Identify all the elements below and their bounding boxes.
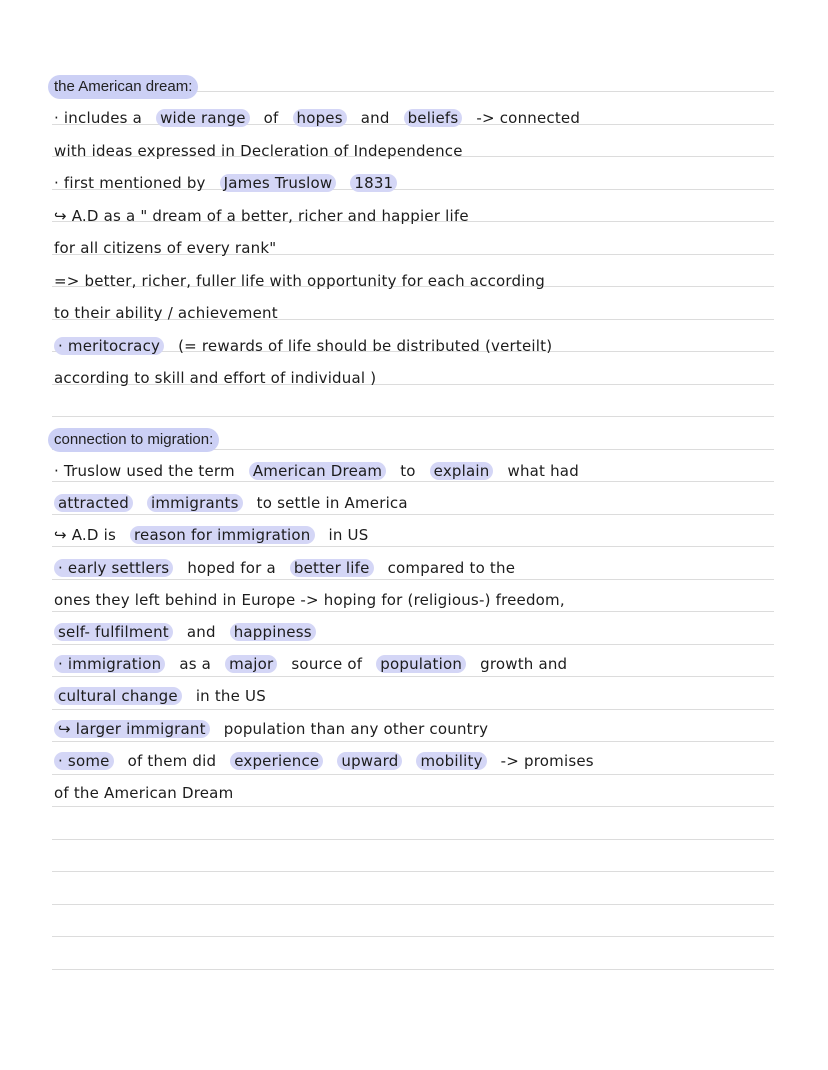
highlighted-phrase: ↪ larger immigrant: [54, 720, 210, 738]
ruled-line: [52, 871, 774, 872]
note-text: to settle in America: [256, 494, 408, 512]
note-text: to: [400, 462, 416, 480]
highlighted-phrase: · immigration: [54, 655, 165, 673]
note-text: to their ability / achievement: [54, 304, 278, 322]
note-line: [54, 234, 290, 262]
highlighted-phrase: · meritocracy: [54, 337, 164, 355]
note-text: => better, richer, fuller life with opportunity for each according: [54, 272, 546, 290]
note-text: of: [263, 109, 279, 127]
note-line: [54, 521, 382, 549]
note-line: [54, 489, 422, 517]
note-line: [54, 267, 559, 295]
highlighted-phrase: cultural change: [54, 687, 182, 705]
highlighted-phrase: immigrants: [147, 494, 243, 512]
highlighted-phrase: population: [376, 655, 466, 673]
note-text: · Truslow used the term: [54, 462, 235, 480]
section-heading-connection-to-migration: connection to migration:: [48, 428, 219, 452]
note-line: [54, 299, 292, 327]
highlighted-phrase: upward: [337, 752, 402, 770]
highlighted-phrase: James Truslow: [220, 174, 337, 192]
note-text: ↪ A.D is: [54, 526, 117, 544]
highlighted-phrase: explain: [430, 462, 494, 480]
ruled-line: [52, 839, 774, 840]
note-text: · first mentioned by: [54, 174, 206, 192]
note-text: in US: [328, 526, 369, 544]
highlighted-phrase: beliefs: [404, 109, 463, 127]
ruled-line: [52, 969, 774, 970]
note-text: of the American Dream: [54, 784, 234, 802]
note-line: [54, 202, 483, 230]
note-text: ones they left behind in Europe -> hoping for (religious-) freedom,: [54, 591, 565, 609]
ruled-line: [52, 936, 774, 937]
highlighted-phrase: mobility: [416, 752, 486, 770]
note-line: [54, 554, 529, 582]
highlighted-phrase: attracted: [54, 494, 133, 512]
highlighted-phrase: · some: [54, 752, 114, 770]
note-line: [54, 137, 477, 165]
note-text: in the US: [195, 687, 266, 705]
note-text: with ideas expressed in Decleration of Independence: [54, 142, 463, 160]
highlighted-phrase: American Dream: [249, 462, 386, 480]
note-text: for all citizens of every rank": [54, 239, 277, 257]
note-text: growth and: [480, 655, 568, 673]
highlighted-phrase: 1831: [350, 174, 397, 192]
note-line: [54, 364, 390, 392]
note-line: [54, 169, 411, 197]
note-line: [54, 586, 579, 614]
note-line: [54, 332, 566, 360]
note-text: compared to the: [387, 559, 516, 577]
note-line: [54, 682, 280, 710]
note-text: population than any other country: [223, 720, 489, 738]
note-text: what had: [507, 462, 579, 480]
note-text: and: [186, 623, 216, 641]
section-heading-american-dream: the American dream:: [48, 75, 198, 99]
note-line: [54, 650, 581, 678]
highlighted-phrase: better life: [290, 559, 374, 577]
ruled-line: [52, 416, 774, 417]
note-text: · includes a: [54, 109, 143, 127]
note-line: [54, 715, 502, 743]
note-text: -> promises: [500, 752, 594, 770]
note-text: (= rewards of life should be distributed (verteilt): [178, 337, 553, 355]
highlighted-phrase: wide range: [156, 109, 250, 127]
note-line: [54, 104, 594, 132]
highlighted-phrase: · early settlers: [54, 559, 173, 577]
note-text: and: [360, 109, 390, 127]
highlighted-phrase: self- fulfilment: [54, 623, 173, 641]
highlighted-phrase: reason for immigration: [130, 526, 315, 544]
highlighted-phrase: experience: [230, 752, 323, 770]
highlighted-phrase: happiness: [230, 623, 316, 641]
note-line: [54, 457, 593, 485]
note-text: hoped for a: [187, 559, 276, 577]
note-text: source of: [291, 655, 363, 673]
note-text: as a: [179, 655, 212, 673]
note-text: ↪ A.D as a " dream of a better, richer and happier life: [54, 207, 469, 225]
note-line: [54, 618, 330, 646]
ruled-line: [52, 904, 774, 905]
highlighted-phrase: major: [225, 655, 277, 673]
note-line: [54, 747, 608, 775]
note-text: of them did: [127, 752, 217, 770]
highlighted-phrase: hopes: [293, 109, 347, 127]
note-text: -> connected: [476, 109, 581, 127]
note-text: according to skill and effort of individual ): [54, 369, 377, 387]
note-line: [54, 779, 247, 807]
